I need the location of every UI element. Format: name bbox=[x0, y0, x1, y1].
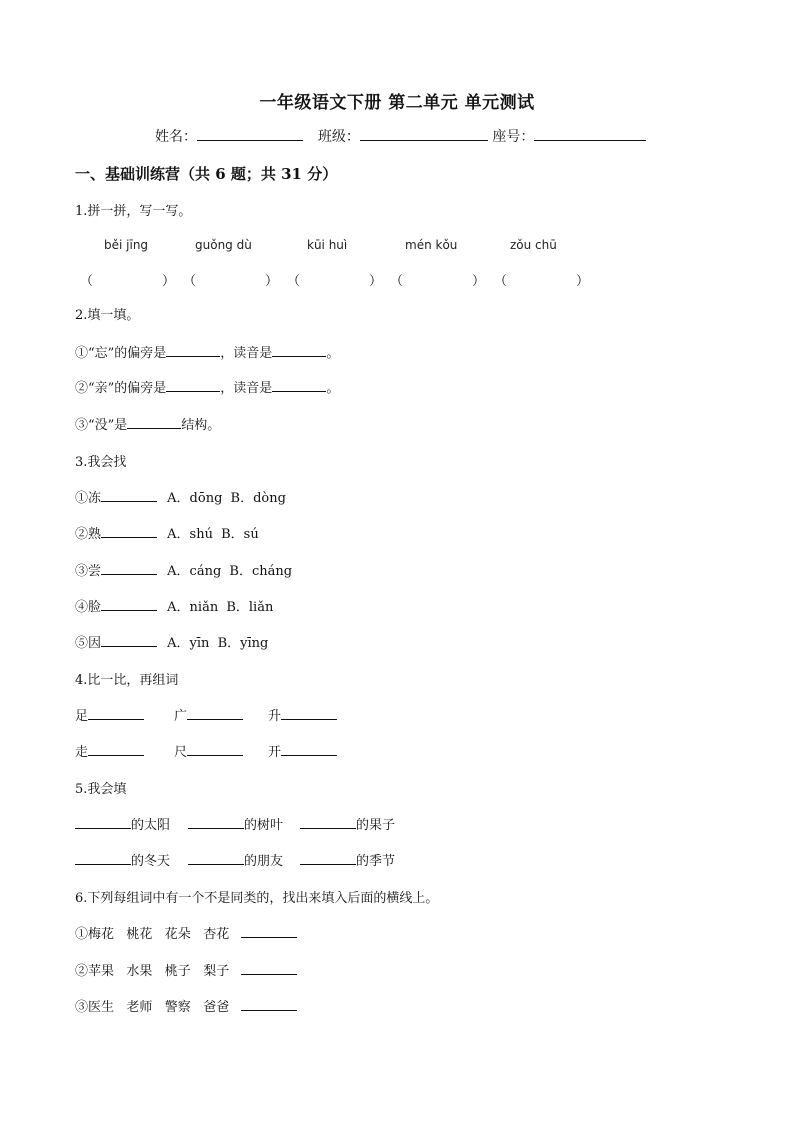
name-blank[interactable] bbox=[197, 128, 303, 141]
q3-item-1-blank[interactable] bbox=[101, 489, 157, 502]
q6-item-2 bbox=[75, 960, 297, 979]
q5-blank[interactable] bbox=[75, 852, 131, 865]
q3-item-3-option-a[interactable]: A．cáng bbox=[167, 564, 222, 579]
q4-char: 走 bbox=[75, 745, 89, 760]
q3-item-4-option-b[interactable]: B．liǎn bbox=[226, 600, 274, 615]
q2-item-1-text-b: ，读音是 bbox=[220, 346, 273, 361]
q2-item-2-blank-1[interactable] bbox=[166, 379, 220, 392]
q3-title: 3.我会找 bbox=[75, 455, 127, 470]
q3-item-2-blank[interactable] bbox=[101, 525, 157, 538]
q1-open-paren-4: （ bbox=[390, 274, 404, 289]
q3-item-1-char: ①冻 bbox=[75, 491, 102, 506]
q5-blank[interactable] bbox=[188, 816, 244, 829]
q4-row-2-item-1 bbox=[75, 741, 144, 760]
q3-item-2-option-a[interactable]: A．shú bbox=[167, 527, 213, 542]
q5-row-1-item-2 bbox=[188, 814, 283, 833]
q1-open-paren-2: （ bbox=[183, 274, 197, 289]
q4-char: 足 bbox=[75, 709, 89, 724]
q3-item-3-blank[interactable] bbox=[101, 562, 157, 575]
q5-row-2-item-1 bbox=[75, 850, 170, 869]
q3-item-5-option-b[interactable]: B．yīng bbox=[217, 636, 269, 651]
seat-label: 座号： bbox=[492, 129, 535, 145]
q1-close-paren-2: ） bbox=[265, 274, 279, 289]
q4-row-2-item-3 bbox=[268, 741, 337, 760]
q3-item-2-option-b[interactable]: B．sú bbox=[221, 527, 259, 542]
q3-item-4-option-a[interactable]: A．niǎn bbox=[167, 600, 219, 615]
class-label: 班级： bbox=[317, 129, 360, 145]
q4-title: 4.比一比，再组词 bbox=[75, 673, 179, 688]
q6-title: 6.下列每组词中有一个不是同类的，找出来填入后面的横线上。 bbox=[75, 891, 439, 906]
q4-blank[interactable] bbox=[88, 743, 144, 756]
q6-item-1-words: ①梅花 桃花 花朵 杏花 bbox=[75, 927, 230, 942]
student-info-row bbox=[155, 126, 646, 146]
q4-row-2-item-2 bbox=[174, 741, 243, 760]
q6-item-1-blank[interactable] bbox=[241, 925, 297, 938]
q6-item-2-blank[interactable] bbox=[241, 962, 297, 975]
q6-item-1 bbox=[75, 923, 297, 942]
q1-pinyin-3: kūi huì bbox=[307, 238, 348, 252]
q5-blank[interactable] bbox=[75, 816, 131, 829]
q5-text: 的朋友 bbox=[244, 854, 284, 869]
q5-blank[interactable] bbox=[188, 852, 244, 865]
q4-row-1-item-2 bbox=[174, 705, 243, 724]
q1-pinyin-2: guǒng dù bbox=[195, 238, 252, 252]
q1-close-paren-1: ） bbox=[162, 274, 176, 289]
q5-row-2-item-2 bbox=[188, 850, 283, 869]
q4-blank[interactable] bbox=[281, 707, 337, 720]
q3-item-2-char: ②熟 bbox=[75, 527, 102, 542]
q1-close-paren-5: ） bbox=[576, 274, 590, 289]
q1-close-paren-4: ） bbox=[472, 274, 486, 289]
q5-text: 的太阳 bbox=[131, 818, 171, 833]
q1-pinyin-1: běi jīng bbox=[104, 238, 149, 252]
q2-item-2-blank-2[interactable] bbox=[272, 379, 326, 392]
q3-item-1-option-b[interactable]: B．dòng bbox=[230, 491, 286, 506]
q4-row-1-item-1 bbox=[75, 705, 144, 724]
q3-item-3-char: ③尝 bbox=[75, 564, 102, 579]
q2-item-2-text-c: 。 bbox=[326, 381, 340, 396]
q3-item-4-char: ④脸 bbox=[75, 600, 102, 615]
q3-item bbox=[75, 632, 268, 651]
q4-row-1-item-3 bbox=[268, 705, 337, 724]
q2-item-2-text-b: ，读音是 bbox=[220, 381, 273, 396]
q3-item-5-option-a[interactable]: A．yīn bbox=[167, 636, 210, 651]
q5-text: 的冬天 bbox=[131, 854, 171, 869]
q4-blank[interactable] bbox=[187, 743, 243, 756]
q1-open-paren-5: （ bbox=[494, 274, 508, 289]
q2-title: 2.填一填。 bbox=[75, 308, 140, 323]
q5-blank[interactable] bbox=[300, 852, 356, 865]
q3-item bbox=[75, 487, 286, 506]
q4-char: 升 bbox=[268, 709, 282, 724]
q6-item-3-blank[interactable] bbox=[241, 998, 297, 1011]
section-heading: 一、基础训练营（共 6 题；共 31 分） bbox=[75, 165, 338, 183]
q6-item-3-words: ③医生 老师 警察 爸爸 bbox=[75, 1000, 230, 1015]
q2-item-2-text-a: ②“亲”的偏旁是 bbox=[75, 381, 167, 396]
q2-item-1-blank-1[interactable] bbox=[166, 344, 220, 357]
q2-item-3-text-a: ③“没”是 bbox=[75, 418, 128, 433]
q2-item-3-text-b: 结构。 bbox=[181, 418, 221, 433]
q2-item-1-text-a: ①“忘”的偏旁是 bbox=[75, 346, 167, 361]
q2-item-1-blank-2[interactable] bbox=[272, 344, 326, 357]
q5-title: 5.我会填 bbox=[75, 782, 127, 797]
q4-char: 尺 bbox=[174, 745, 188, 760]
q3-item-4-blank[interactable] bbox=[101, 598, 157, 611]
q3-item bbox=[75, 596, 273, 615]
page-title: 一年级语文下册 第二单元 单元测试 bbox=[259, 93, 535, 113]
q2-item-3 bbox=[75, 414, 220, 433]
q4-blank[interactable] bbox=[187, 707, 243, 720]
q3-item-3-option-b[interactable]: B．cháng bbox=[229, 564, 293, 579]
q1-open-paren-1: （ bbox=[80, 274, 94, 289]
q4-blank[interactable] bbox=[88, 707, 144, 720]
q2-item-1 bbox=[75, 342, 339, 361]
q5-text: 的果子 bbox=[356, 818, 396, 833]
q5-blank[interactable] bbox=[300, 816, 356, 829]
seat-blank[interactable] bbox=[534, 128, 646, 141]
q1-close-paren-3: ） bbox=[369, 274, 383, 289]
q4-blank[interactable] bbox=[281, 743, 337, 756]
q4-char: 开 bbox=[268, 745, 282, 760]
q5-text: 的树叶 bbox=[244, 818, 284, 833]
q3-item-5-blank[interactable] bbox=[101, 634, 157, 647]
q6-item-2-words: ②苹果 水果 桃子 梨子 bbox=[75, 964, 230, 979]
q5-row-1-item-3 bbox=[300, 814, 395, 833]
q5-text: 的季节 bbox=[356, 854, 396, 869]
q1-pinyin-5: zǒu chū bbox=[510, 238, 557, 252]
q5-row-2-item-3 bbox=[300, 850, 395, 869]
q3-item bbox=[75, 560, 292, 579]
q1-pinyin-4: mén kǒu bbox=[405, 238, 458, 252]
q1-title: 1.拼一拼，写一写。 bbox=[75, 204, 192, 219]
q6-item-3 bbox=[75, 996, 297, 1015]
q2-item-1-text-c: 。 bbox=[326, 346, 340, 361]
name-label: 姓名： bbox=[155, 129, 197, 145]
class-blank[interactable] bbox=[360, 128, 488, 141]
q2-item-3-blank[interactable] bbox=[127, 416, 181, 429]
q4-char: 广 bbox=[174, 709, 188, 724]
q1-open-paren-3: （ bbox=[287, 274, 301, 289]
q3-item bbox=[75, 523, 259, 542]
q3-item-5-char: ⑤因 bbox=[75, 636, 102, 651]
q3-item-1-option-a[interactable]: A．dōng bbox=[167, 491, 223, 506]
q5-row-1-item-1 bbox=[75, 814, 170, 833]
q2-item-2 bbox=[75, 377, 339, 396]
